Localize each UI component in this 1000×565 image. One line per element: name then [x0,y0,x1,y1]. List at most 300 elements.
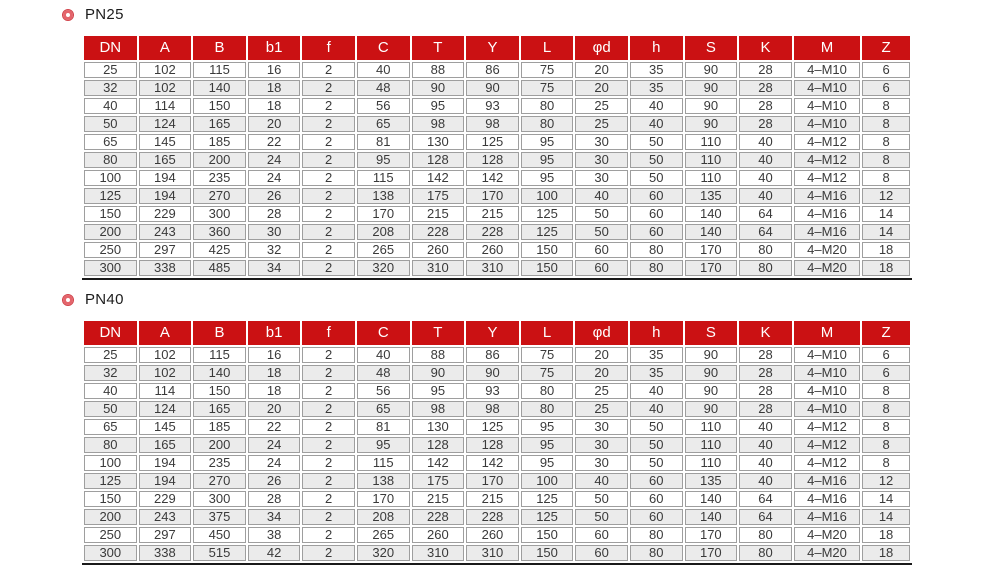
table-cell: 2 [302,260,355,276]
table-row [84,224,910,240]
table-cell: 150 [521,527,574,543]
table-cell: 75 [521,62,574,78]
table-cell: 260 [412,242,465,258]
column-header-8: L [521,321,574,345]
table-cell: 4–M12 [794,419,860,435]
table-cell: 14 [862,509,910,525]
table-cell: 65 [84,134,137,150]
table-cell: 32 [248,242,301,258]
table-cell: 80 [630,260,683,276]
table-cell: 86 [466,62,519,78]
table-cell: 110 [685,419,738,435]
column-header-10: h [630,321,683,345]
table-cell: 8 [862,401,910,417]
table-cell: 28 [739,347,792,363]
table-cell: 4–M20 [794,260,860,276]
table-cell: 30 [575,170,628,186]
table-cell: 265 [357,242,410,258]
table-cell: 142 [412,170,465,186]
column-header-5: C [357,321,410,345]
section-title-label: PN40 [85,291,124,308]
table-cell: 64 [739,206,792,222]
table-cell: 14 [862,224,910,240]
table-cell: 35 [630,80,683,96]
table-cell: 50 [575,491,628,507]
table-cell: 24 [248,455,301,471]
table-cell: 270 [193,473,246,489]
table-cell: 95 [521,170,574,186]
table-cell: 170 [685,242,738,258]
column-header-3: b1 [248,36,301,60]
table-cell: 229 [139,491,192,507]
table-cell: 450 [193,527,246,543]
table-cell: 142 [412,455,465,471]
table-cell: 2 [302,152,355,168]
table-cell: 140 [685,224,738,240]
table-cell: 2 [302,80,355,96]
table-cell: 50 [84,116,137,132]
table-cell: 2 [302,545,355,561]
table-cell: 6 [862,80,910,96]
table-cell: 26 [248,473,301,489]
table-cell: 18 [862,527,910,543]
table-cell: 124 [139,401,192,417]
table-cell: 150 [84,491,137,507]
column-header-14: Z [862,321,910,345]
table-cell: 95 [357,437,410,453]
table-cell: 18 [862,545,910,561]
table-cell: 170 [685,545,738,561]
table-cell: 40 [739,437,792,453]
table-cell: 50 [575,206,628,222]
table-cell: 135 [685,188,738,204]
table-cell: 265 [357,527,410,543]
table-cell: 320 [357,260,410,276]
section-pn25 [0,7,1000,280]
table-cell: 75 [521,365,574,381]
table-cell: 20 [575,347,628,363]
table-cell: 297 [139,527,192,543]
column-header-6: T [412,321,465,345]
table-cell: 80 [521,383,574,399]
table-cell: 2 [302,224,355,240]
table-cell: 175 [412,188,465,204]
table-row [84,347,910,363]
table-cell: 114 [139,98,192,114]
table-cell: 145 [139,419,192,435]
table-cell: 2 [302,206,355,222]
table-cell: 40 [739,134,792,150]
table-row [84,509,910,525]
table-row [84,242,910,258]
table-cell: 80 [630,242,683,258]
table-cell: 110 [685,134,738,150]
table-cell: 90 [685,401,738,417]
table-cell: 115 [193,347,246,363]
table-cell: 4–M16 [794,206,860,222]
pn40-dimension-table [82,319,912,565]
table-cell: 90 [685,365,738,381]
table-cell: 2 [302,134,355,150]
table-row [84,437,910,453]
table-cell: 208 [357,509,410,525]
table-cell: 40 [84,383,137,399]
table-cell: 65 [357,401,410,417]
table-cell: 14 [862,491,910,507]
table-row [84,116,910,132]
table-cell: 30 [575,437,628,453]
table-cell: 4–M10 [794,401,860,417]
table-cell: 8 [862,455,910,471]
table-cell: 4–M10 [794,365,860,381]
table-cell: 125 [466,134,519,150]
table-cell: 4–M12 [794,455,860,471]
table-cell: 4–M16 [794,509,860,525]
table-cell: 194 [139,170,192,186]
pn25-dimension-table [82,34,912,280]
table-cell: 95 [357,152,410,168]
table-cell: 8 [862,116,910,132]
table-cell: 40 [739,419,792,435]
table-cell: 16 [248,62,301,78]
table-cell: 260 [466,242,519,258]
table-cell: 40 [357,62,410,78]
column-header-4: f [302,321,355,345]
table-cell: 150 [521,260,574,276]
table-cell: 300 [193,491,246,507]
table-cell: 50 [630,170,683,186]
table-cell: 40 [630,401,683,417]
table-cell: 4–M16 [794,491,860,507]
table-cell: 80 [84,152,137,168]
section-title-pn40 [63,292,1000,307]
table-cell: 4–M12 [794,170,860,186]
table-cell: 229 [139,206,192,222]
table-cell: 90 [685,98,738,114]
table-cell: 90 [685,383,738,399]
table-cell: 48 [357,365,410,381]
table-cell: 50 [575,509,628,525]
ring-bullet-icon [63,10,73,20]
column-header-8: L [521,36,574,60]
table-cell: 360 [193,224,246,240]
table-cell: 34 [248,509,301,525]
table-cell: 338 [139,260,192,276]
table-cell: 18 [862,242,910,258]
table-cell: 145 [139,134,192,150]
table-cell: 300 [84,260,137,276]
table-cell: 93 [466,383,519,399]
table-cell: 80 [739,545,792,561]
table-cell: 65 [357,116,410,132]
table-row [84,527,910,543]
table-row [84,188,910,204]
table-cell: 64 [739,491,792,507]
table-cell: 40 [630,98,683,114]
table-cell: 40 [739,188,792,204]
table-cell: 75 [521,80,574,96]
table-cell: 40 [357,347,410,363]
table-cell: 95 [521,455,574,471]
table-cell: 40 [739,473,792,489]
table-cell: 235 [193,170,246,186]
table-cell: 2 [302,437,355,453]
table-cell: 22 [248,419,301,435]
table-cell: 114 [139,383,192,399]
table-cell: 115 [357,455,410,471]
table-cell: 142 [466,170,519,186]
table-cell: 2 [302,491,355,507]
table-cell: 100 [84,455,137,471]
table-cell: 48 [357,80,410,96]
table-cell: 320 [357,545,410,561]
table-cell: 102 [139,62,192,78]
table-cell: 215 [466,491,519,507]
table-cell: 35 [630,365,683,381]
column-header-9: φd [575,321,628,345]
table-cell: 28 [739,365,792,381]
table-cell: 95 [412,98,465,114]
table-cell: 30 [575,152,628,168]
table-cell: 50 [575,224,628,240]
table-cell: 310 [466,260,519,276]
table-cell: 6 [862,347,910,363]
table-cell: 130 [412,134,465,150]
table-cell: 65 [84,419,137,435]
table-cell: 4–M20 [794,545,860,561]
ring-bullet-icon [63,295,73,305]
table-cell: 64 [739,509,792,525]
table-cell: 26 [248,188,301,204]
table-cell: 2 [302,116,355,132]
table-cell: 2 [302,419,355,435]
column-header-12: K [739,36,792,60]
table-cell: 80 [739,242,792,258]
table-row [84,473,910,489]
table-cell: 20 [575,365,628,381]
table-cell: 22 [248,134,301,150]
table-cell: 95 [521,437,574,453]
table-cell: 2 [302,347,355,363]
table-cell: 40 [575,188,628,204]
table-cell: 80 [84,437,137,453]
table-cell: 95 [521,419,574,435]
table-cell: 150 [193,98,246,114]
table-cell: 300 [193,206,246,222]
table-cell: 8 [862,383,910,399]
table-cell: 6 [862,365,910,381]
table-cell: 102 [139,80,192,96]
table-cell: 81 [357,134,410,150]
column-header-7: Y [466,36,519,60]
table-cell: 90 [685,80,738,96]
table-cell: 128 [466,437,519,453]
table-cell: 18 [248,98,301,114]
table-cell: 208 [357,224,410,240]
table-cell: 40 [739,455,792,471]
table-cell: 228 [412,224,465,240]
table-cell: 24 [248,170,301,186]
table-row [84,134,910,150]
table-cell: 338 [139,545,192,561]
table-cell: 125 [84,473,137,489]
table-cell: 75 [521,347,574,363]
table-cell: 4–M16 [794,473,860,489]
table-cell: 35 [630,62,683,78]
table-cell: 4–M12 [794,152,860,168]
table-cell: 95 [412,383,465,399]
table-cell: 50 [630,437,683,453]
column-header-13: M [794,36,860,60]
table-cell: 425 [193,242,246,258]
table-cell: 28 [739,401,792,417]
table-cell: 102 [139,365,192,381]
table-cell: 28 [739,383,792,399]
table-row [84,383,910,399]
table-cell: 128 [466,152,519,168]
table-cell: 2 [302,188,355,204]
table-cell: 18 [248,365,301,381]
table-cell: 12 [862,188,910,204]
table-cell: 150 [84,206,137,222]
table-cell: 150 [521,242,574,258]
table-cell: 60 [630,509,683,525]
table-cell: 28 [739,62,792,78]
column-header-4: f [302,36,355,60]
table-cell: 138 [357,473,410,489]
section-title-label: PN25 [85,6,124,23]
table-cell: 25 [84,62,137,78]
table-cell: 115 [357,170,410,186]
table-cell: 8 [862,419,910,435]
table-cell: 60 [575,260,628,276]
table-row [84,401,910,417]
column-header-2: B [193,321,246,345]
table-cell: 170 [357,491,410,507]
table-cell: 200 [84,224,137,240]
table-cell: 140 [193,80,246,96]
table-cell: 102 [139,347,192,363]
table-cell: 125 [84,188,137,204]
column-header-2: B [193,36,246,60]
table-cell: 20 [248,401,301,417]
table-cell: 18 [248,383,301,399]
section-title-pn25 [63,7,1000,22]
table-cell: 90 [685,62,738,78]
table-cell: 50 [630,419,683,435]
table-cell: 32 [84,365,137,381]
table-cell: 194 [139,455,192,471]
table-cell: 25 [575,98,628,114]
table-cell: 297 [139,242,192,258]
table-cell: 4–M10 [794,80,860,96]
column-header-9: φd [575,36,628,60]
table-cell: 95 [521,152,574,168]
table-cell: 80 [521,401,574,417]
table-cell: 130 [412,419,465,435]
table-cell: 170 [466,473,519,489]
table-cell: 60 [575,242,628,258]
table-cell: 50 [84,401,137,417]
table-cell: 125 [466,419,519,435]
table-cell: 4–M10 [794,347,860,363]
table-cell: 170 [685,527,738,543]
table-cell: 170 [357,206,410,222]
table-cell: 18 [862,260,910,276]
table-cell: 42 [248,545,301,561]
table-cell: 4–M16 [794,224,860,240]
table-cell: 125 [521,224,574,240]
table-cell: 194 [139,473,192,489]
table-cell: 4–M16 [794,188,860,204]
table-cell: 125 [521,491,574,507]
table-cell: 115 [193,62,246,78]
table-row [84,260,910,276]
table-cell: 80 [739,260,792,276]
table-cell: 30 [575,455,628,471]
table-cell: 165 [193,401,246,417]
table-cell: 200 [84,509,137,525]
table-cell: 40 [575,473,628,489]
table-row [84,545,910,561]
table-cell: 50 [630,134,683,150]
table-cell: 18 [248,80,301,96]
table-cell: 80 [630,527,683,543]
column-header-1: A [139,36,192,60]
table-cell: 80 [630,545,683,561]
table-cell: 25 [575,116,628,132]
table-cell: 40 [630,383,683,399]
table-cell: 30 [248,224,301,240]
table-cell: 4–M20 [794,527,860,543]
table-cell: 215 [412,206,465,222]
table-row [84,80,910,96]
table-cell: 128 [412,152,465,168]
table-row [84,206,910,222]
table-cell: 30 [575,134,628,150]
table-cell: 8 [862,152,910,168]
table-cell: 40 [739,170,792,186]
table-cell: 2 [302,170,355,186]
table-cell: 310 [466,545,519,561]
table-cell: 260 [466,527,519,543]
table-cell: 110 [685,170,738,186]
table-cell: 40 [630,116,683,132]
table-cell: 90 [466,365,519,381]
table-cell: 60 [575,545,628,561]
table-cell: 14 [862,206,910,222]
table-cell: 375 [193,509,246,525]
table-cell: 200 [193,437,246,453]
table-cell: 60 [575,527,628,543]
table-cell: 300 [84,545,137,561]
table-cell: 2 [302,98,355,114]
table-row [84,419,910,435]
table-cell: 200 [193,152,246,168]
table-cell: 20 [248,116,301,132]
table-cell: 50 [630,152,683,168]
column-header-14: Z [862,36,910,60]
table-row [84,62,910,78]
table-cell: 2 [302,473,355,489]
table-cell: 93 [466,98,519,114]
table-cell: 28 [739,98,792,114]
table-cell: 2 [302,527,355,543]
table-cell: 8 [862,98,910,114]
table-cell: 138 [357,188,410,204]
table-cell: 310 [412,545,465,561]
table-cell: 60 [630,188,683,204]
